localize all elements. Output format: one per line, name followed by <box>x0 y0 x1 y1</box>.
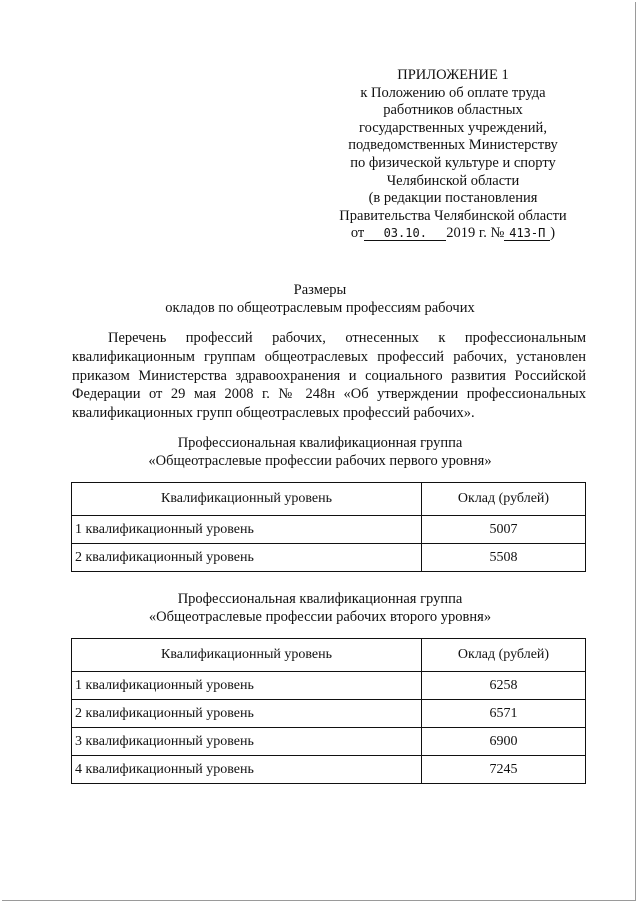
level-cell: 4 квалификационный уровень <box>72 756 422 784</box>
level-cell: 3 квалификационный уровень <box>72 728 422 756</box>
table-header-row <box>72 483 586 516</box>
table-row <box>72 728 586 756</box>
title-line-1: Размеры <box>293 282 347 298</box>
group-title-line-2: «Общеотраслевые профессии рабочих первого уровня» <box>148 453 492 469</box>
salary-cell: 6258 <box>422 672 586 700</box>
appendix-line: (в редакции постановления <box>368 190 538 207</box>
date-prefix: от <box>350 225 365 242</box>
appendix-line: к Положению об оплате труда <box>360 84 546 101</box>
column-header-level: Квалификационный уровень <box>72 483 422 516</box>
appendix-line: Челябинской области <box>386 172 520 189</box>
appendix-line: по физической культуре и спорту <box>350 154 556 171</box>
group-title-line-2: «Общеотраслевые профессии рабочих второго уровня» <box>148 609 492 625</box>
table-header-row <box>72 639 586 672</box>
level-cell: 1 квалификационный уровень <box>72 516 422 544</box>
appendix-line: государственных учреждений, <box>359 119 547 136</box>
group-2-table <box>71 638 586 784</box>
table-row <box>72 672 586 700</box>
group-2-title <box>0 590 640 626</box>
resolution-date: 03.10. <box>364 226 446 241</box>
salary-cell: 7245 <box>422 756 586 784</box>
appendix-line: Правительства Челябинской области <box>339 207 567 224</box>
title-line-2: окладов по общеотраслевым профессиям рабочих <box>165 300 475 316</box>
level-cell: 1 квалификационный уровень <box>72 672 422 700</box>
appendix-title: ПРИЛОЖЕНИЕ 1 <box>397 67 509 83</box>
group-title-line-1: Профессиональная квалификационная группа <box>177 435 463 451</box>
table-row <box>72 516 586 544</box>
group-title-line-1: Профессиональная квалификационная группа <box>177 591 463 607</box>
table-row <box>72 544 586 572</box>
appendix-header <box>318 67 588 243</box>
level-cell: 2 квалификационный уровень <box>72 700 422 728</box>
table-row <box>72 756 586 784</box>
salary-cell: 5508 <box>422 544 586 572</box>
resolution-date-line <box>318 225 588 243</box>
year-text: 2019 г. № <box>446 225 505 242</box>
intro-paragraph: Перечень профессий рабочих, отнесенных к профессиональным квалификационным группам общеотраслевых профессий рабочих, установлен приказом Министерства здравоохранения и социального развития Российской Федерации от 29 мая 2008 г. № 248н «Об утверждении профессиональных квалификационных групп общеотраслевых профессий рабочих». <box>72 330 586 422</box>
salary-cell: 6571 <box>422 700 586 728</box>
column-header-level: Квалификационный уровень <box>72 639 422 672</box>
salary-cell: 6900 <box>422 728 586 756</box>
column-header-salary: Оклад (рублей) <box>422 639 586 672</box>
resolution-number: 413-П <box>504 226 550 241</box>
level-cell: 2 квалификационный уровень <box>72 544 422 572</box>
appendix-line: подведомственных Министерству <box>348 137 558 154</box>
closing-paren: ) <box>550 225 556 242</box>
appendix-line: работников областных <box>383 102 523 119</box>
salary-cell: 5007 <box>422 516 586 544</box>
column-header-salary: Оклад (рублей) <box>422 483 586 516</box>
table-row <box>72 700 586 728</box>
group-1-table <box>71 482 586 572</box>
document-title <box>0 281 640 317</box>
group-1-title <box>0 434 640 470</box>
